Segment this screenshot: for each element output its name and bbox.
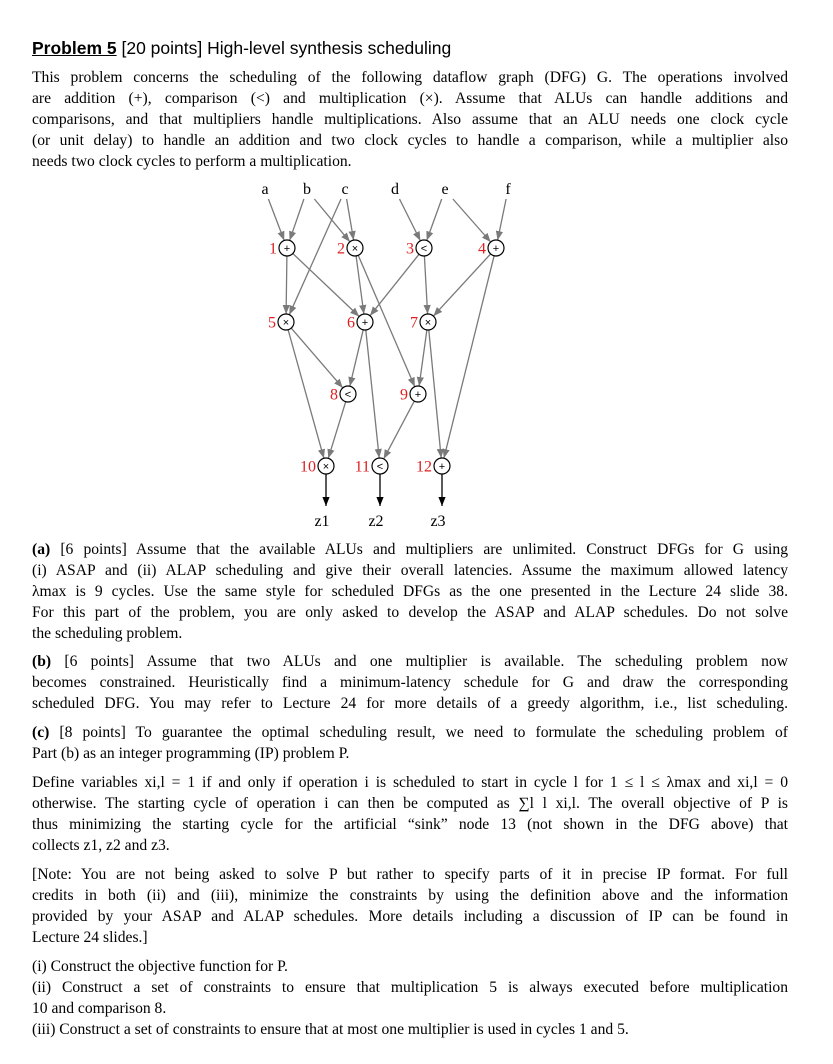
subquestion-item: 10 and comparison 8. [32,999,167,1017]
definition-line: thus minimizing the starting cycle for the artificial “sink” node 13 (not shown in the DFG above) that [32,815,788,833]
op-symbol: + [283,243,291,255]
edge-6-8 [350,330,363,386]
op-node-9 [400,386,426,404]
subquestion-item: (ii) Construct a set of constraints to ensure that multiplication 5 is always executed before multiplication [32,978,788,996]
output-label-z3: z3 [430,513,446,530]
op-node-8 [330,386,356,404]
output-layer [314,513,445,530]
part-c-line [32,723,788,744]
op-number: 9 [400,386,408,404]
input-label-c: c [341,181,349,198]
note-line: credits in both (ii) and (iii), minimize the constraints by using the definition above and the information [32,886,788,904]
definition-line: otherwise. The starting cycle of operation i can then be computed as ∑l l xi,l. The overall objective of P is [32,794,788,812]
edge-1-5 [286,256,287,314]
op-number: 4 [478,240,486,258]
problem-number: Problem 5 [32,38,117,58]
subquestion-item: (i) Construct the objective function for P. [32,958,288,975]
note-line: Lecture 24 slides.] [32,928,148,946]
part-b-line: scheduled DFG. You may refer to Lecture 24 for more details of a greedy algorithm, i.e., list scheduling. [32,694,788,712]
op-number: 10 [300,458,316,476]
dataflow-graph [240,176,540,536]
op-number: 11 [354,458,370,476]
intro-line: needs two clock cycles to perform a multiplication. [32,152,352,170]
op-symbol: < [376,461,384,473]
edge-7-9 [419,330,427,386]
op-number: 7 [410,314,418,332]
input-label-a: a [261,181,269,198]
op-symbol: + [361,317,369,329]
problem-title [32,38,451,59]
part-b-line: becomes constrained. Heuristically find a minimum-latency schedule for G and draw the corresponding [32,673,788,691]
subquestion-list [32,957,788,1041]
input-label-e: e [441,181,449,198]
definition-line: Define variables xi,l = 1 if and only if operation i is scheduled to start in cycle l for 1 ≤ l ≤ λmax and xi,l = 0 [32,774,788,791]
op-symbol: × [424,317,432,329]
op-node-2 [337,240,363,258]
part-b-line [32,652,788,673]
edge-e-4 [453,199,491,242]
part-c-label: (c) [32,724,50,741]
op-number: 5 [268,314,276,332]
intro-line: This problem concerns the scheduling of the following dataflow graph (DFG) G. The operations involved [32,69,788,86]
part-a-line: λmax is 9 cycles. Use the same style for scheduled DFGs as the one presented in the Lecture 24 slide 38. [32,582,788,600]
op-number: 8 [330,386,338,404]
part-a-line [32,540,788,561]
intro-line: (or unit delay) to handle an addition and two clock cycles to handle a comparison, while a multiplier also [32,131,788,149]
intro-paragraph [32,68,788,173]
edge-a-1 [268,199,284,241]
edge-f-4 [498,199,507,240]
op-number: 3 [406,240,414,258]
op-symbol: < [420,243,428,255]
input-label-d: d [391,181,399,198]
edge-4-12 [444,256,494,458]
subquestion-item: (iii) Construct a set of constraints to ensure that at most one multiplier is used in cycles 1 and 5. [32,1020,629,1038]
op-node-3 [406,240,432,258]
op-number: 1 [269,240,277,258]
part-a-line: the scheduling problem. [32,624,183,642]
problem-heading: [20 points] High-level synthesis scheduling [116,38,452,58]
edge-b-1 [290,199,304,240]
op-node-7 [410,314,436,332]
part-c-paragraph [32,723,788,765]
edge-5-8 [291,328,343,388]
op-node-10 [300,458,334,476]
edge-b-2 [314,199,350,242]
part-b-paragraph [32,652,788,715]
edge-e-3 [427,199,442,241]
op-node-11 [355,458,388,476]
op-number: 6 [347,314,355,332]
op-node-1 [269,240,295,258]
part-a-line: (i) ASAP and (ii) ALAP scheduling and give their overall latencies. Assume the maximum allowed latency [32,561,788,579]
edge-d-3 [400,199,421,241]
part-c-text: [8 points] To guarantee the optimal scheduling result, we need to formulate the scheduling problem of [49,724,788,741]
op-number: 2 [337,240,345,258]
edge-8-10 [328,402,345,459]
edge-3-6 [370,254,419,315]
op-node-12 [416,458,450,476]
input-layer [261,181,511,198]
part-a-line: For this part of the problem, you are only asked to develop the ASAP and ALAP schedules. Do not solve [32,603,788,621]
op-number: 12 [416,458,432,476]
intro-line: comparisons, and that multipliers handle multiplications. Also assume that an ALU needs one clock cycle [32,110,788,128]
intro-line: are addition (+), comparison (<) and multiplication (×). Assume that ALUs can handle additions and [32,89,788,107]
op-symbol: + [438,461,446,473]
op-symbol: < [344,389,352,401]
output-label-z1: z1 [314,513,330,530]
note-paragraph [32,865,788,949]
edge-9-11 [384,401,415,459]
edge-7-12 [429,330,441,458]
op-node-6 [347,314,373,332]
part-a-text: [6 points] Assume that the available ALUs and multipliers are unlimited. Construct DFGs for G using [50,541,788,558]
op-node-4 [478,240,504,258]
output-label-z2: z2 [368,513,384,530]
edge-c-2 [347,199,354,240]
part-b-text: [6 points] Assume that two ALUs and one multiplier is available. The scheduling problem now [51,653,788,670]
op-symbol: + [492,243,500,255]
op-symbol: × [322,461,330,473]
note-line: [Note: You are not being asked to solve P but rather to specify parts of it in precise IP format. For full [32,866,788,883]
definition-paragraph [32,773,788,857]
op-node-5 [268,314,294,332]
op-symbol: + [414,389,422,401]
input-label-b: b [303,181,311,198]
part-a-label: (a) [32,541,51,558]
part-a-paragraph [32,540,788,645]
edge-5-10 [288,330,324,459]
part-b-label: (b) [32,653,52,670]
edge-6-11 [366,330,379,458]
op-symbol: × [282,317,290,329]
op-symbol: × [351,243,359,255]
edge-3-7 [424,256,427,314]
definition-line: collects z1, z2 and z3. [32,836,170,854]
note-line: provided by your ASAP and ALAP schedules. More details including a discussion of IP can be found in [32,907,788,925]
input-label-f: f [505,181,511,198]
part-c-line: Part (b) as an integer programming (IP) problem P. [32,744,350,762]
